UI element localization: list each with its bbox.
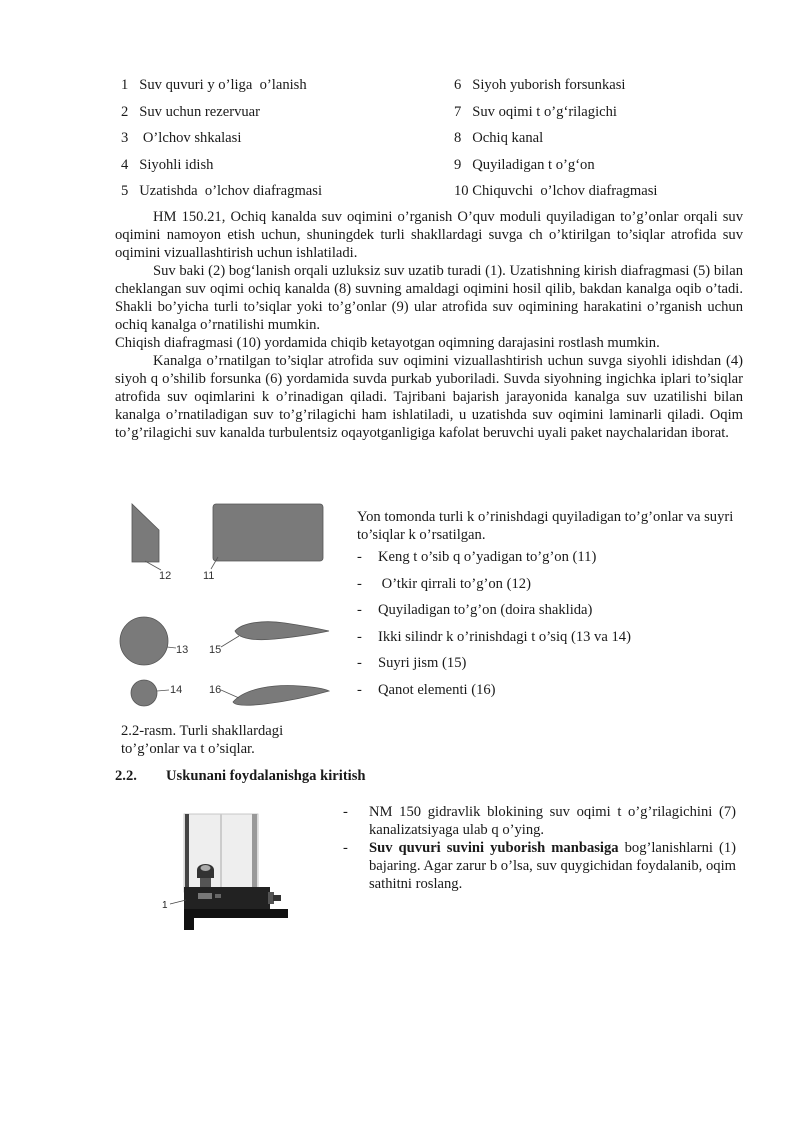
body-text — [115, 208, 743, 442]
streamlined-body-shape — [235, 622, 329, 640]
leader-line — [221, 690, 239, 698]
figure-caption — [121, 722, 341, 758]
legend-item: 1 Suv quvuri y o’liga o’lanish — [121, 77, 307, 93]
section-heading — [115, 767, 366, 785]
section-number: 2.2. — [115, 768, 137, 784]
shapes-drawing — [115, 495, 345, 715]
shape-list — [357, 548, 747, 707]
legend-item: 6 Siyoh yuborish forsunkasi — [454, 77, 626, 93]
shape-label-15: 15 — [209, 644, 222, 656]
legend-row — [118, 76, 718, 103]
legend-item: 10 Chiquvchi o’lchov diafragmasi — [454, 183, 658, 199]
instruction-text: NM 150 gidravlik blokining suv oqimi t o’g’rilagichini (7) kanalizatsiyaga ulab q o’ying. — [369, 804, 736, 838]
small-cylinder-shape — [131, 680, 157, 706]
legend-item: 7 Suv oqimi t o’g‘rilagichi — [454, 103, 617, 120]
list-dash: - — [357, 681, 362, 698]
leader-line — [167, 647, 176, 648]
shape-label-16: 16 — [209, 684, 222, 696]
list-item — [357, 654, 747, 681]
list-item-text: Quyiladigan to’g’on (doira shaklida) — [378, 602, 593, 618]
list-dash: - — [343, 804, 348, 820]
paragraph: Chiqish diafragmasi (10) yordamida chiqib ketayotgan oqimning darajasini rostlash mumkin. — [115, 335, 660, 351]
list-item — [357, 575, 747, 602]
caption-line: to’g’onlar va t o’siqlar. — [121, 741, 255, 757]
list-item — [357, 548, 747, 575]
legend-row — [118, 156, 718, 183]
legend-item: 2 Suv uchun rezervuar — [121, 103, 260, 120]
legend-row — [118, 129, 718, 156]
photo-label-1: 1 — [162, 900, 168, 911]
legend-item: 4 Siyohli idish — [121, 156, 214, 173]
list-item — [357, 601, 747, 628]
legend-row — [118, 103, 718, 130]
instruction-item — [343, 803, 736, 839]
legend-item: 8 Ochiq kanal — [454, 130, 544, 146]
shape-label-12: 12 — [159, 570, 172, 582]
shape-label-14: 14 — [170, 684, 183, 696]
component-legend — [118, 76, 718, 209]
list-item — [357, 628, 747, 655]
instruction-text: bog’lanishlarni (1) bajaring. Agar zarur b o’lsa, suv quygichidan foydalanib, oqim sathitni roslang. — [369, 840, 736, 892]
legend-item: 5 Uzatishda o’lchov diafragmasi — [121, 183, 323, 199]
paragraph: Suv baki (2) bog‘lanish orqali uzluksiz suv uzatib turadi (1). Uzatishning kirish diafragmasi (5) bilan cheklangan suv oqimi ochiq kanalda (8) suvning amaldagi oqimini hosil qilib, bakdan kanalga oqib o’tadi. Shakli bo’yicha turli to’siqlar yoki to’g’onlar (9) ular atrofida suv oqimining harakatini o’rganish uchun ochiq kanalga o’rnatilishi mumkin. — [115, 263, 743, 333]
legend-item: 3 O’lchov shkalasi — [121, 130, 242, 146]
leader-line — [221, 636, 239, 647]
section-title: Uskunani foydalanishga kiritish — [166, 768, 366, 784]
instruction-emphasis: Suv quvuri suvini yuborish manbasiga — [369, 840, 619, 856]
list-dash: - — [357, 655, 362, 671]
instructions-list — [343, 803, 736, 893]
list-item-text: Suyri jism (15) — [378, 655, 467, 671]
leader-line — [157, 690, 169, 691]
equipment-photo — [160, 812, 295, 942]
leader-line — [170, 900, 186, 904]
list-item — [357, 681, 747, 708]
equipment-drawing — [160, 812, 295, 937]
list-dash: - — [357, 602, 362, 618]
paragraph: HM 150.21, Ochiq kanalda suv oqimini o’rganish O’quv moduli quyiladigan to’g’onlar orqali suv oqimini namoyon etish uchun, shuningdek turli shakllardagi suvga ch o’ktirilgan to’siqlar atrofida suv oqimini vizuallashtirish uchun ishlatiladi. — [115, 209, 743, 261]
list-dash: - — [343, 840, 348, 856]
sharp-crested-weir-shape — [132, 504, 159, 562]
shape-label-13: 13 — [176, 644, 189, 656]
wing-element-shape — [233, 686, 329, 706]
caption-line: 2.2-rasm. Turli shakllardagi — [121, 723, 284, 739]
broad-crested-weir-shape — [213, 504, 323, 561]
list-item-text: Ikki silindr k o’rinishdagi t o’siq (13 va 14) — [378, 628, 631, 645]
list-dash: - — [357, 575, 362, 592]
description-intro: Yon tomonda turli k o’rinishdagi quyiladigan to’g’onlar va suyri to’siqlar k o’rsatilgan. — [357, 509, 734, 543]
shapes-description — [357, 508, 747, 707]
shape-label-11: 11 — [203, 570, 215, 582]
legend-row — [118, 182, 718, 209]
list-dash: - — [357, 628, 362, 645]
large-cylinder-shape — [120, 617, 168, 665]
list-item-text: Keng t o’sib q o’yadigan to’g’on (11) — [378, 549, 597, 565]
list-item-text: O’tkir qirrali to’g’on (12) — [378, 575, 531, 592]
paragraph: Kanalga o’rnatilgan to’siqlar atrofida suv oqimini vizuallashtirish uchun suvga siyohli idishdan (4) siyoh q o’shilib forsunka (6) yordamida suvda purkab yuboriladi. Suvda siyohning ingichka iplari to’siqlar atrofida suv oqimlarini k o’rinadigan qiladi. Tajribani bajarish jarayonida kanalga suv uzatilishi bilan kanalga o’rnatiladigan suv to’g’rilagichi ham ishlatiladi, u uzatishda suv oqimini laminarli qiladi. Oqim to’g’rilagichi suv kanalda turbulentsiz oqayotganligiga kafolat beruvchi uyali paket naychalaridan iborat. — [115, 353, 743, 441]
legend-item: 9 Quyiladigan t o’g‘on — [454, 156, 595, 173]
list-item-text: Qanot elementi (16) — [378, 681, 496, 698]
shapes-figure — [115, 495, 345, 715]
list-dash: - — [357, 549, 362, 565]
instruction-item — [343, 839, 736, 893]
